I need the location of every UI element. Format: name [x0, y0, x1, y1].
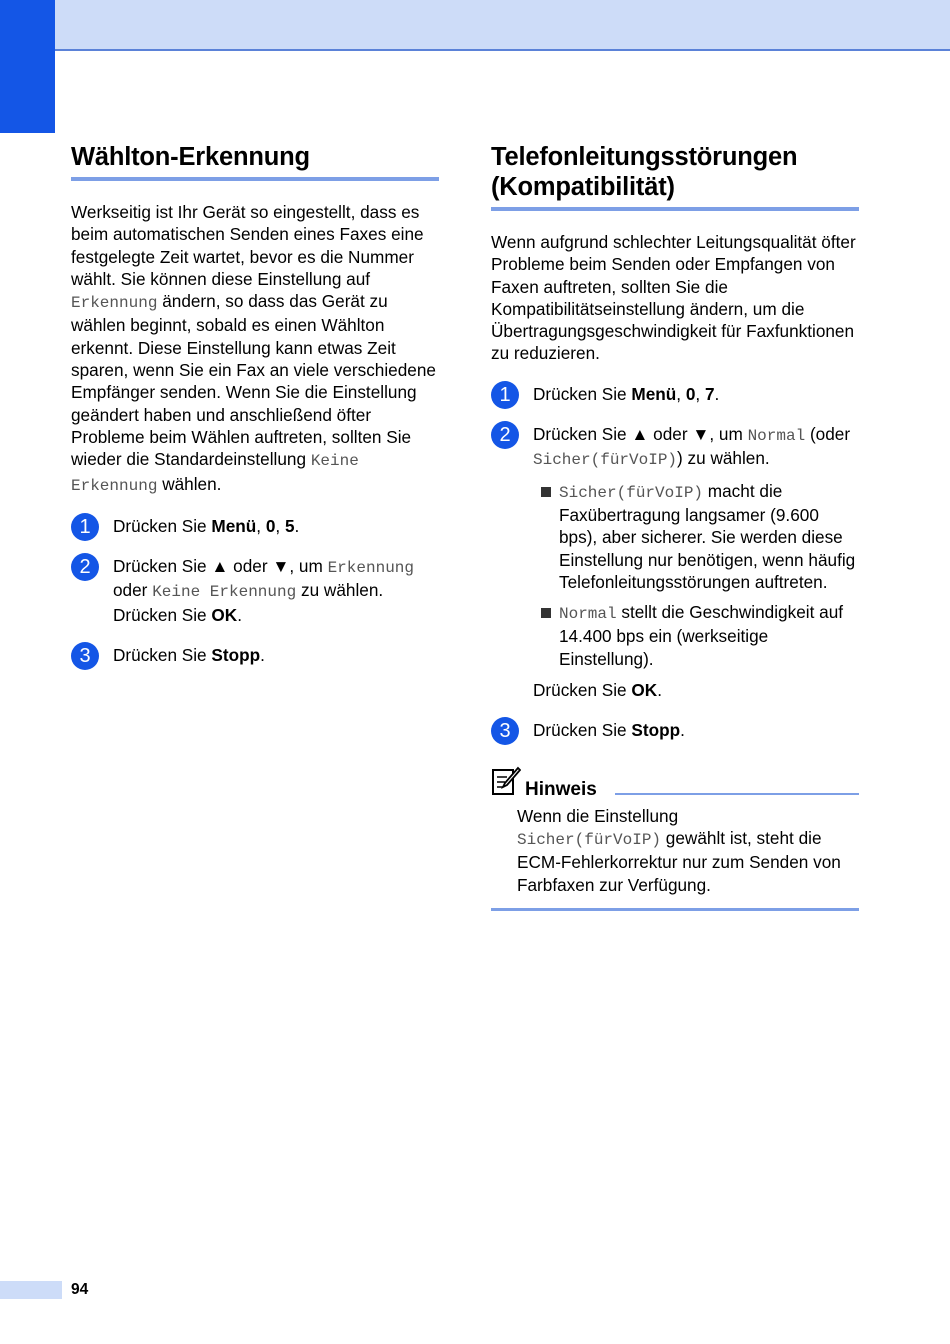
note-pencil-icon — [491, 766, 521, 801]
key-label: Menü — [211, 515, 257, 536]
step-text: (oder — [805, 424, 851, 445]
step-number-badge: 1 — [491, 381, 519, 409]
right-column — [491, 142, 859, 911]
menu-value: Normal — [559, 605, 617, 624]
note-title: Hinweis — [525, 778, 597, 800]
title-rule — [71, 177, 439, 181]
step-number-badge: 2 — [491, 421, 519, 449]
key-label: OK — [631, 680, 658, 701]
menu-value: Erkennung — [71, 294, 158, 313]
step-text: , — [275, 515, 285, 536]
bullet-square-icon — [541, 608, 551, 618]
steps-list — [71, 515, 439, 666]
title-rule — [491, 207, 859, 211]
step-text: Drücken Sie — [533, 720, 632, 741]
footer-bar — [0, 1281, 62, 1299]
step-text: . — [680, 720, 685, 741]
key-label: Menü — [631, 383, 677, 404]
step-text: zu wählen. Drücken Sie — [113, 580, 384, 625]
step-text: Drücken Sie — [113, 645, 212, 666]
bullet-text: stellt die Geschwindigkeit auf 14.400 bps ein (werkseitige Einstellung). — [559, 602, 844, 669]
key-label: OK — [211, 604, 238, 625]
menu-value: Keine Erkennung — [71, 452, 359, 495]
step-text: ) zu wählen. — [677, 448, 770, 469]
bullet-square-icon — [541, 487, 551, 497]
page-number: 94 — [71, 1281, 89, 1298]
note-body — [491, 805, 859, 896]
step-text: Drücken Sie — [533, 383, 632, 404]
step-text: , — [256, 515, 266, 536]
menu-value: Sicher(fürVoIP) — [533, 451, 678, 470]
menu-value: Sicher(fürVoIP) — [559, 483, 704, 502]
menu-value: Normal — [747, 427, 806, 446]
step-text: . — [657, 680, 662, 701]
step-number-badge: 3 — [71, 642, 99, 670]
key-label: 7 — [704, 383, 715, 404]
note-box — [491, 766, 859, 911]
key-label: Stopp — [211, 645, 261, 666]
step-text: Drücken Sie — [533, 680, 632, 701]
step-text: . — [714, 383, 720, 404]
step-text: . — [260, 645, 265, 666]
key-label: 0 — [685, 383, 696, 404]
title-line: (Kompatibilität) — [491, 173, 675, 201]
step-2 — [71, 555, 439, 626]
menu-value: Sicher(fürVoIP) — [517, 830, 662, 849]
step-3 — [491, 719, 859, 741]
header-band — [0, 0, 950, 51]
step-text: , — [676, 383, 686, 404]
step-number-badge: 1 — [71, 513, 99, 541]
step-text: Drücken Sie ▲ oder ▼, um — [113, 556, 328, 577]
step-3 — [71, 644, 439, 666]
step-number-badge: 3 — [491, 717, 519, 745]
step-text: . — [294, 515, 300, 536]
note-text: gewählt ist, steht die ECM-Fehlerkorrektur nur zum Senden von Farbfaxen zur Verfügung. — [517, 827, 841, 895]
intro-text: Werkseitig ist Ihr Gerät so eingestellt, dass es beim automatischen Senden eines Faxes eine festgelegte Zeit wartet, bevor es die Nummer wählt. Sie können diese Einstellung auf — [71, 202, 424, 289]
step-2-confirm — [533, 679, 859, 701]
intro-paragraph — [71, 201, 439, 497]
key-label: 5 — [284, 515, 295, 536]
step-1 — [71, 515, 439, 537]
menu-value: Keine Erkennung — [152, 583, 297, 602]
note-header — [491, 766, 859, 801]
step-text: , — [695, 383, 705, 404]
section-title-compatibility — [491, 142, 859, 202]
key-label: 0 — [265, 515, 276, 536]
bullet-item — [533, 480, 859, 593]
section-title-dial-tone: Wählton-Erkennung — [71, 143, 310, 171]
menu-value: Erkennung — [327, 559, 414, 578]
bullet-text: macht die Faxübertragung langsamer (9.600 bps), aber sicherer. Sie werden diese Einstellung nur benötigen, wenn häufig Telefonleitungsstörungen auftreten. — [559, 480, 856, 592]
bullet-item — [533, 601, 859, 670]
chapter-tab — [0, 0, 55, 133]
left-column — [71, 142, 439, 684]
note-text: Wenn die Einstellung — [517, 805, 679, 826]
title-line: Telefonleitungsstörungen — [491, 143, 798, 171]
key-label: Stopp — [631, 720, 681, 741]
step-text: . — [237, 604, 242, 625]
note-bottom-rule — [491, 908, 859, 911]
step-1 — [491, 383, 859, 405]
intro-text: ändern, so dass das Gerät zu wählen beginnt, sobald es einen Wählton erkennt. Diese Einstellung kann etwas Zeit sparen, wenn Sie ein Fax an viele verschiedene Empfänger senden. Wenn Sie die Einstellung geändert haben und anschließend öfter Probleme beim Wählen auftreten, sollten Sie wieder die Standardeinstellung — [71, 291, 436, 470]
intro-text: wählen. — [157, 473, 222, 494]
step-2 — [491, 423, 859, 701]
note-rule — [615, 793, 859, 795]
step-text: oder — [113, 580, 153, 601]
step-text: Drücken Sie — [113, 515, 212, 536]
intro-paragraph: Wenn aufgrund schlechter Leitungsqualität öfter Probleme beim Senden oder Empfangen von Faxen auftreten, sollten Sie die Kompatibilitätseinstellung ändern, um die Übertragungsgeschwindigkeit für Faxfunktionen zu reduzieren. — [491, 232, 856, 364]
step-text: Drücken Sie ▲ oder ▼, um — [533, 424, 748, 445]
step-number-badge: 2 — [71, 553, 99, 581]
